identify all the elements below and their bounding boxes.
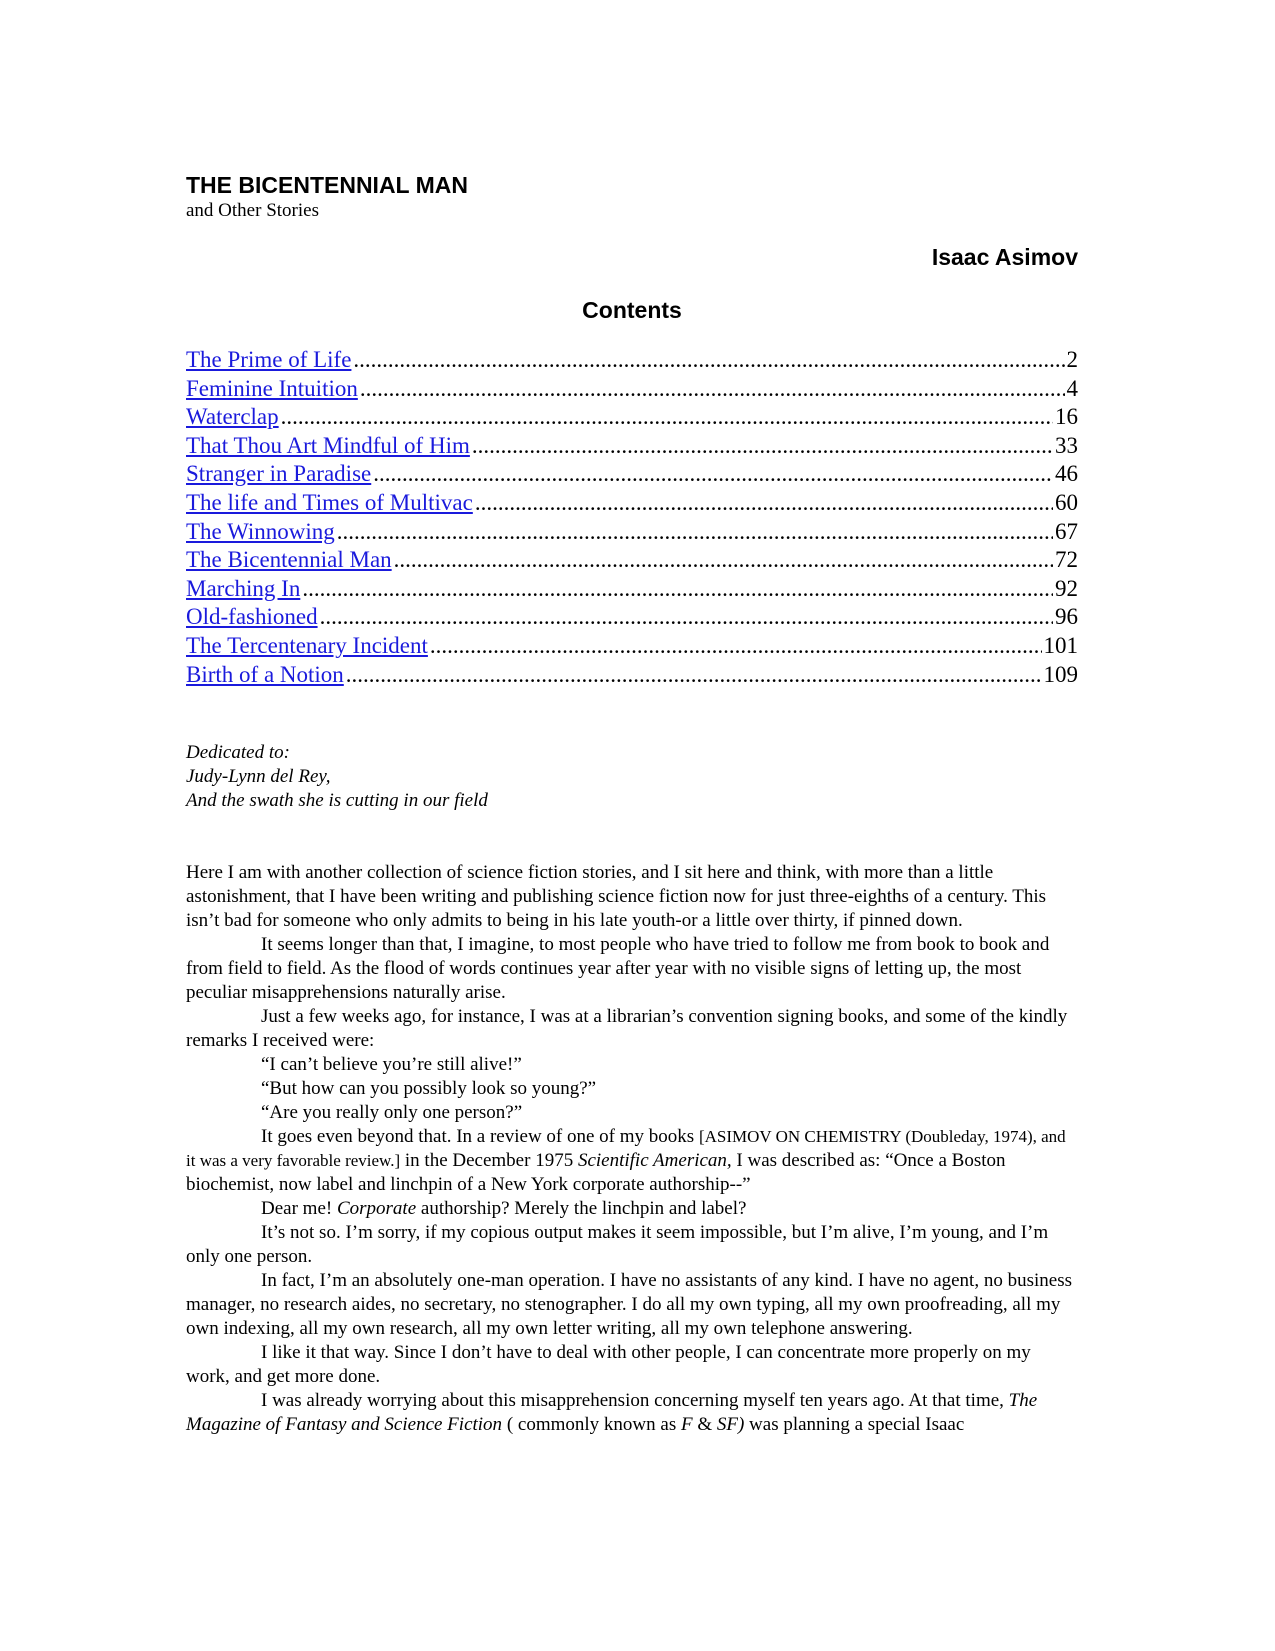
footnote-inline: [ASIMOV ON CHEMISTRY (Doubleday, 1974), and it was a very favorable review.] (186, 1127, 1066, 1171)
toc-page-number: 109 (1043, 661, 1078, 687)
toc-entry (186, 661, 1078, 690)
toc-leader (346, 661, 1042, 690)
text-run: Dear me! (261, 1198, 337, 1220)
toc-entry (186, 575, 1078, 604)
dedication-line: Judy-Lynn del Rey, (186, 766, 331, 788)
text-run: authorship? Merely the linchpin and label? (416, 1198, 747, 1220)
text-run: & (692, 1414, 717, 1436)
toc-entry (186, 546, 1078, 575)
paragraph (186, 1389, 1078, 1437)
toc-page-number: 72 (1055, 547, 1078, 573)
paragraph (186, 1197, 1078, 1221)
toc-leader (360, 375, 1065, 404)
quote-line: “I can’t believe you’re still alive!” (261, 1054, 522, 1076)
book-title: THE BICENTENNIAL MAN (186, 172, 468, 198)
paragraph: It’s not so. I’m sorry, if my copious output makes it seem impossible, but I’m alive, I’m young, and I’m only one person. (186, 1222, 1049, 1268)
toc-page-number: 46 (1055, 461, 1078, 487)
table-of-contents (186, 346, 1078, 689)
toc-page-number: 67 (1055, 518, 1078, 544)
toc-leader (337, 518, 1053, 547)
magazine-title: Scientific American, (577, 1150, 732, 1172)
introduction-text (186, 861, 1078, 1437)
paragraph: I like it that way. Since I don’t have to deal with other people, I can concentrate more properly on my work, and get more done. (186, 1342, 1031, 1388)
toc-entry (186, 460, 1078, 489)
toc-link[interactable]: Birth of a Notion (186, 661, 344, 687)
toc-link[interactable]: Stranger in Paradise (186, 461, 372, 487)
text-run: in the December 1975 (400, 1150, 578, 1172)
toc-entry (186, 403, 1078, 432)
toc-leader (472, 432, 1053, 461)
toc-leader (475, 489, 1053, 518)
text-run: It goes even beyond that. In a review of one of my books (261, 1126, 699, 1148)
toc-page-number: 60 (1055, 489, 1078, 515)
toc-link[interactable]: That Thou Art Mindful of Him (186, 432, 470, 458)
toc-page-number: 92 (1055, 575, 1078, 601)
toc-leader (353, 346, 1064, 375)
toc-link[interactable]: The Bicentennial Man (186, 547, 392, 573)
toc-link[interactable]: Marching In (186, 575, 301, 601)
text-run: was planning a special Isaac (744, 1414, 965, 1436)
abbreviation: F (680, 1414, 693, 1436)
toc-link[interactable]: The Winnowing (186, 518, 335, 544)
toc-page-number: 101 (1043, 632, 1078, 658)
dedication (186, 741, 1078, 813)
toc-leader (320, 603, 1053, 632)
toc-page-number: 4 (1066, 375, 1078, 401)
toc-entry (186, 346, 1078, 375)
text-run: I was already worrying about this misapprehension concerning myself ten years ago. At that time, (261, 1390, 1009, 1412)
toc-link[interactable]: Old-fashioned (186, 604, 318, 630)
text-run: ( commonly known as (502, 1414, 681, 1436)
paragraph: In fact, I’m an absolutely one-man operation. I have no assistants of any kind. I have no agent, no business manager, no research aides, no secretary, no stenographer. I do all my own typing, all my own proofreading, all my own indexing, all my own research, all my own letter writing, all my own telephone answering. (186, 1270, 1072, 1340)
toc-page-number: 2 (1066, 347, 1078, 372)
paragraph: It seems longer than that, I imagine, to most people who have tried to follow me from book to book and from field to field. As the flood of words continues year after year with no visible signs of letting up, the most peculiar misapprehensions naturally arise. (186, 934, 1050, 1004)
toc-link[interactable]: Waterclap (186, 404, 279, 430)
contents-heading: Contents (582, 297, 682, 323)
toc-page-number: 96 (1055, 604, 1078, 630)
quote-line: “Are you really only one person?” (261, 1102, 523, 1124)
toc-entry (186, 632, 1078, 661)
document-page (186, 171, 1078, 1437)
toc-entry (186, 518, 1078, 547)
toc-link[interactable]: The Tercentenary Incident (186, 632, 428, 658)
toc-leader (302, 575, 1053, 604)
toc-entry (186, 489, 1078, 518)
paragraph: Here I am with another collection of science fiction stories, and I sit here and think, with more than a little astonishment, that I have been writing and publishing science fiction now for just three-eighths of a century. This isn’t bad for someone who only admits to being in his late youth-or a little over thirty, if pinned down. (186, 862, 1047, 932)
paragraph (186, 1125, 1078, 1197)
toc-leader (394, 546, 1053, 575)
dedication-line: Dedicated to: (186, 742, 290, 764)
toc-leader (373, 460, 1053, 489)
emphasis: Corporate (336, 1198, 417, 1220)
abbreviation: SF) (716, 1414, 745, 1436)
magazine-title: The Magazine of Fantasy and Science Fiction (186, 1390, 1038, 1436)
paragraph: Just a few weeks ago, for instance, I was at a librarian’s convention signing books, and some of the kindly remarks I received were: (186, 1006, 1068, 1052)
quote-line: “But how can you possibly look so young?” (261, 1078, 597, 1100)
text-run: I was described as: “Once a Boston biochemist, now label and linchpin of a New York corporate authorship--” (186, 1150, 1006, 1196)
toc-entry (186, 375, 1078, 404)
toc-link[interactable]: Feminine Intuition (186, 375, 358, 401)
toc-entry (186, 432, 1078, 461)
toc-link[interactable]: The life and Times of Multivac (186, 489, 473, 515)
toc-leader (430, 632, 1042, 661)
toc-page-number: 33 (1055, 432, 1078, 458)
dedication-line: And the swath she is cutting in our field (186, 790, 488, 812)
toc-link[interactable]: The Prime of Life (186, 347, 352, 372)
toc-page-number: 16 (1055, 404, 1078, 430)
author-name: Isaac Asimov (931, 244, 1078, 270)
toc-entry (186, 603, 1078, 632)
toc-leader (281, 403, 1053, 432)
book-subtitle: and Other Stories (186, 200, 319, 221)
